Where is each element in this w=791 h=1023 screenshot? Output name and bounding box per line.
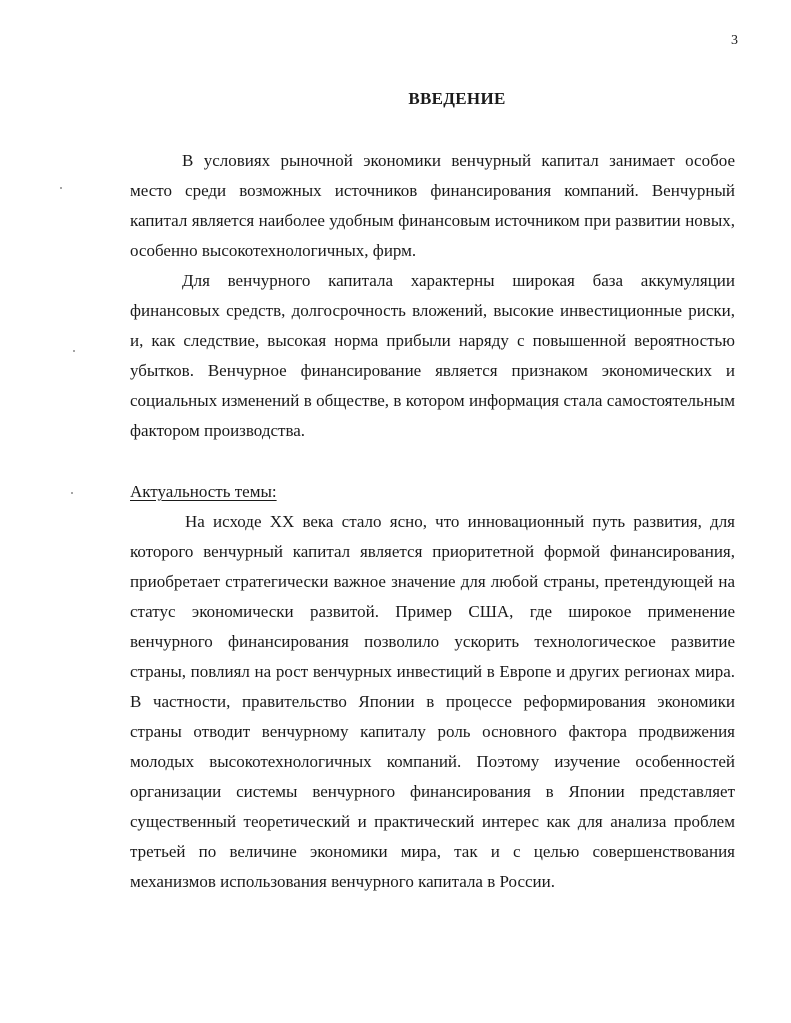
- section-heading: Актуальность темы:: [130, 482, 277, 501]
- intro-paragraph-2: Для венчурного капитала характерны широкая база аккумуляции финансовых средств, долгосрочность вложений, высокие инвестиционные риски, и, как следствие, высокая норма прибыли наряду с повышенной вероятностью убытков. Венчурное финансирование является признаком экономических и социальных изменений в обществе, в котором информация стала самостоятельным фактором производства.: [130, 271, 735, 440]
- scan-speck: [73, 350, 75, 352]
- intro-paragraph-1: В условиях рыночной экономики венчурный капитал занимает особое место среди возможных источников финансирования компаний. Венчурный капитал является наиболее удобным финансовым источником при развитии новых, особенно высокотехнологичных, фирм.: [130, 151, 735, 260]
- intro-section: [130, 146, 735, 446]
- page-number: 3: [731, 33, 738, 48]
- scan-speck: [71, 492, 73, 494]
- relevance-section: [130, 477, 735, 897]
- page-title: ВВЕДЕНИЕ: [408, 89, 506, 108]
- relevance-paragraph: На исходе XX века стало ясно, что инновационный путь развития, для которого венчурный капитал является приоритетной формой финансирования, приобретает стратегически важное значение для любой страны, претендующей на статус экономически развитой. Пример США, где широкое применение венчурного финансирования позволило ускорить технологическое развитие страны, повлиял на рост венчурных инвестиций в Европе и других регионах мира. В частности, правительство Японии в процессе реформирования экономики страны отводит венчурному капиталу роль основного фактора продвижения молодых высокотехнологичных компаний. Поэтому изучение особенностей организации системы венчурного финансирования в Японии представляет существенный теоретический и практический интерес как для анализа проблем третьей по величине экономики мира, так и с целью совершенствования механизмов использования венчурного капитала в России.: [130, 512, 735, 891]
- scan-speck: [60, 187, 62, 189]
